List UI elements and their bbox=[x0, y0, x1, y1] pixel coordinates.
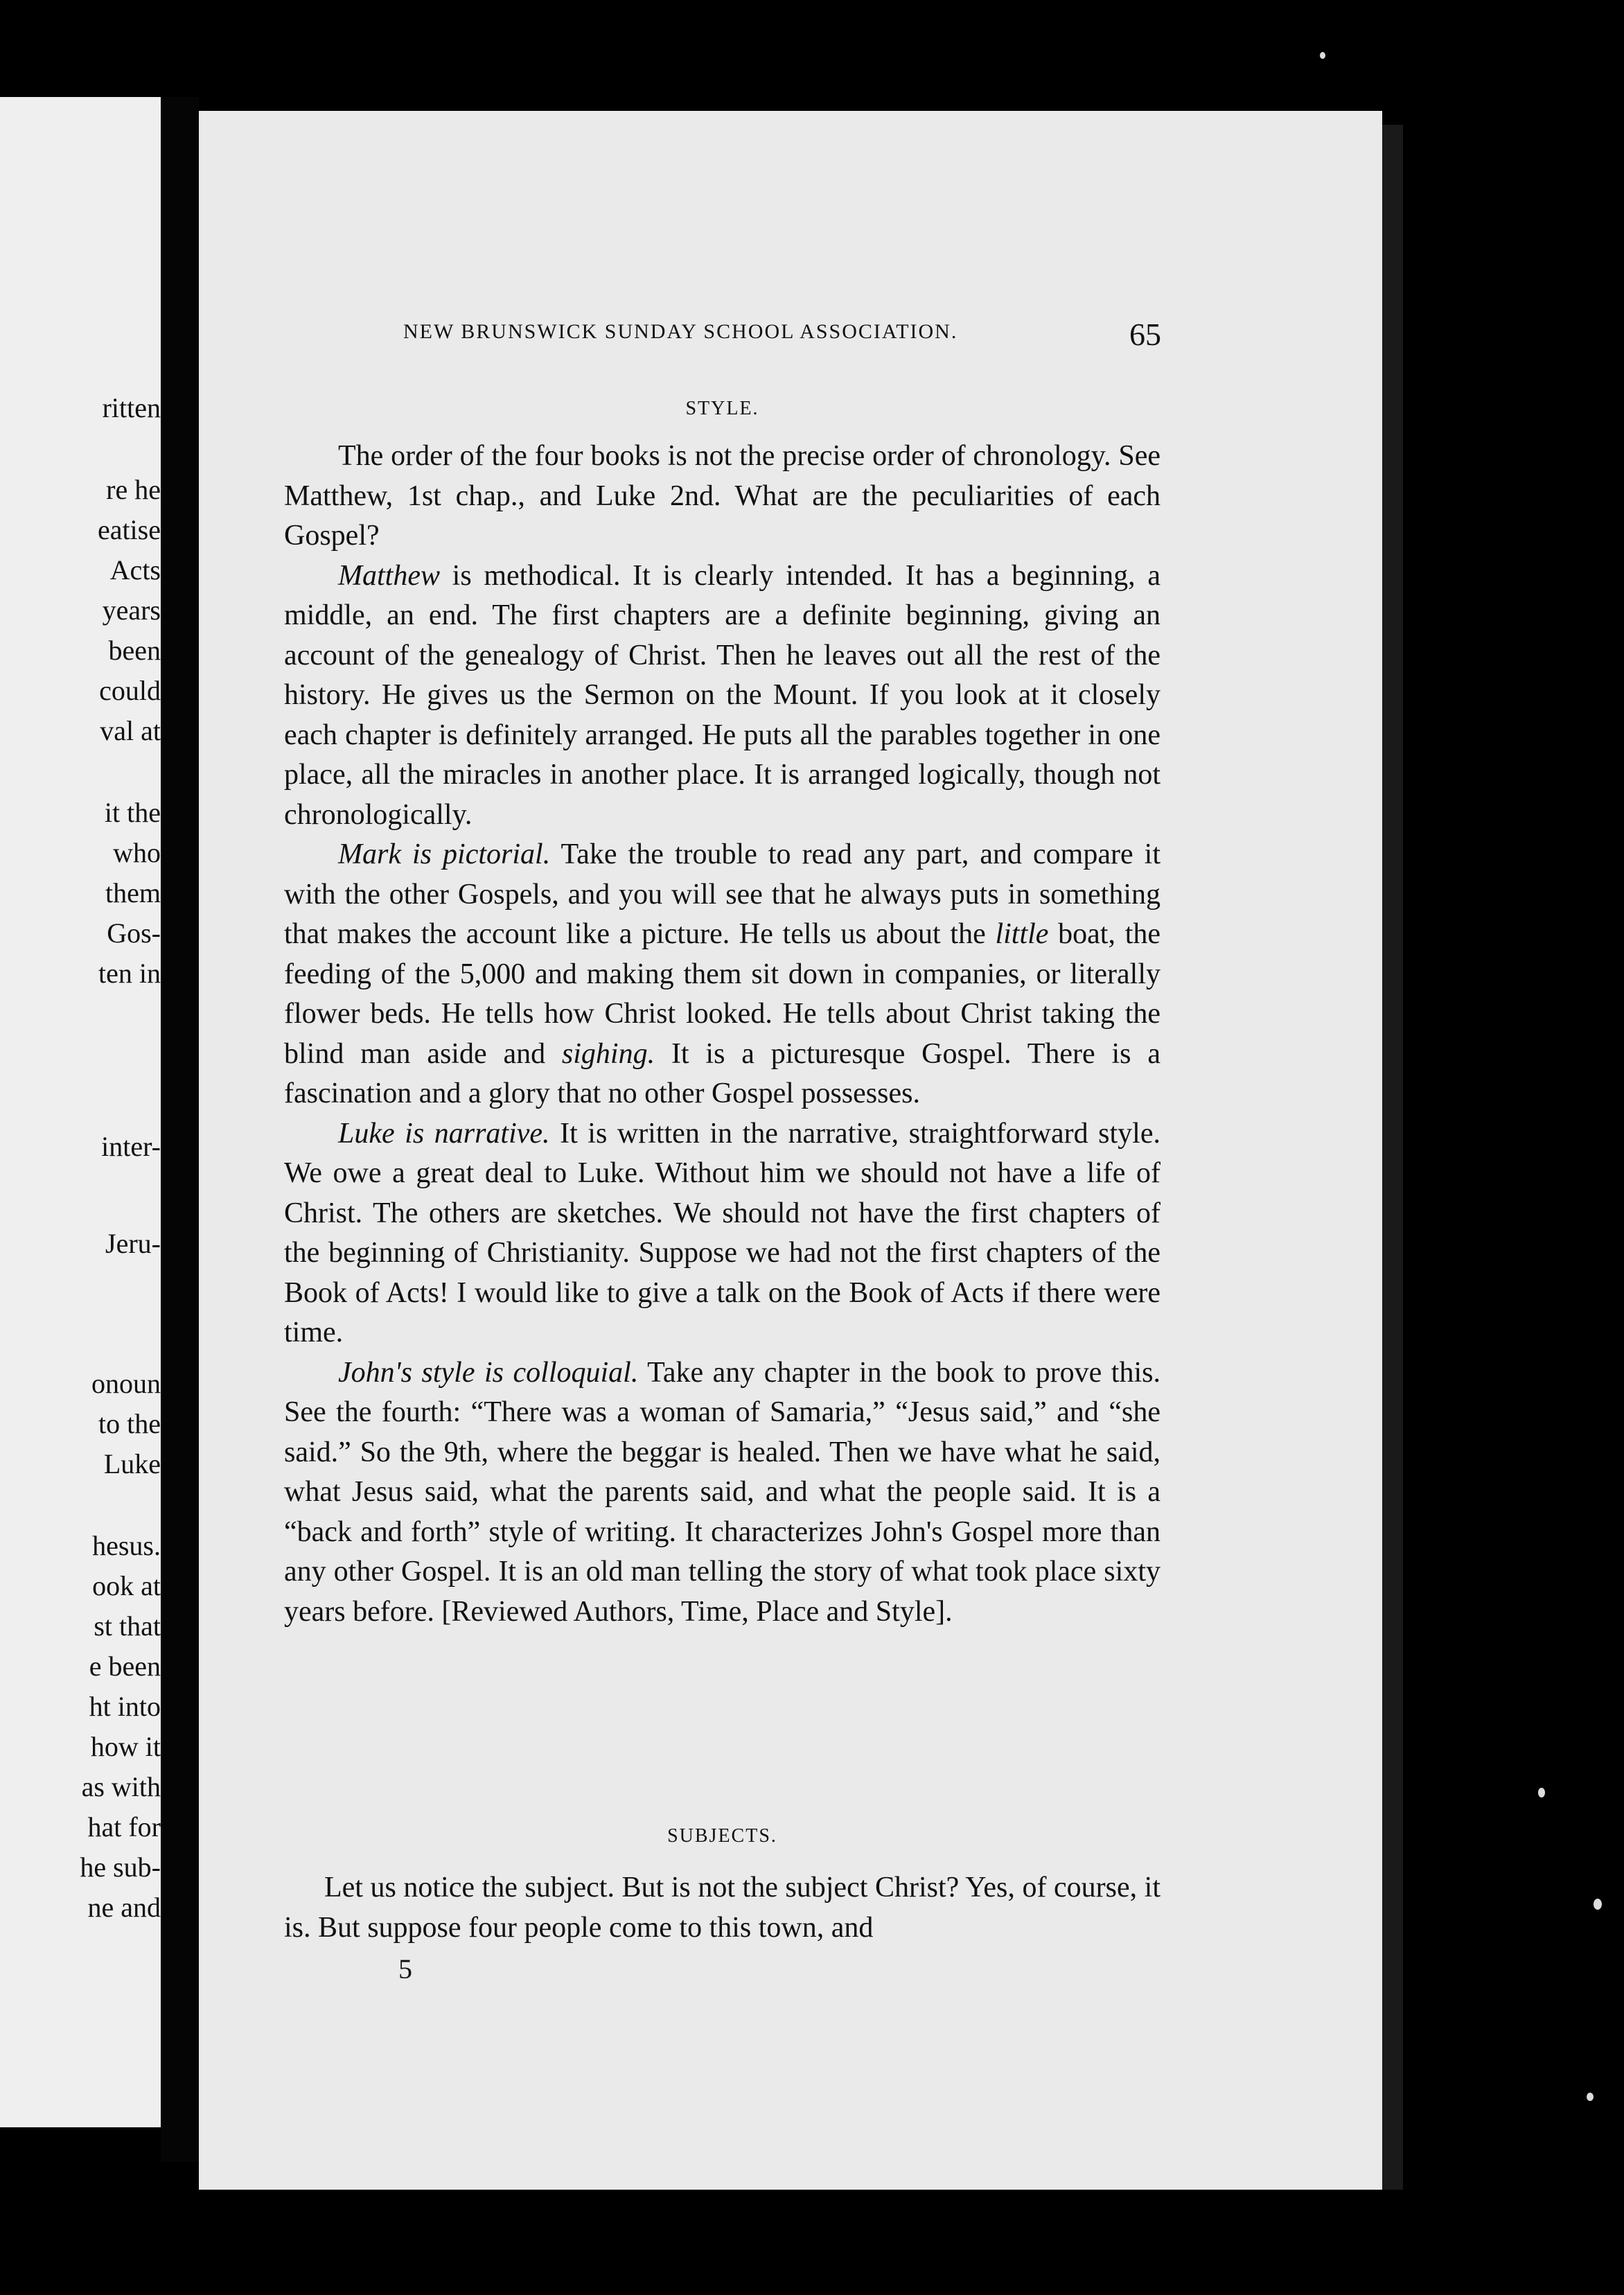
paragraph-chronology: The order of the four books is not the precise order of chronology. See Matthew, 1st chap., and Luke 2nd. What are the peculiarities of each Gospel? bbox=[284, 440, 1160, 552]
paragraph-luke bbox=[284, 1114, 1160, 1353]
page-number: 65 bbox=[1129, 317, 1161, 352]
john-lead: John's style is colloquial. bbox=[338, 1356, 639, 1389]
mark-text-c: It is a picturesque Gospel. There is a fascination and a glory that no other Gospel possesses. bbox=[284, 1037, 1160, 1109]
left-page-line: been bbox=[108, 635, 161, 666]
scan-speck bbox=[1594, 1899, 1602, 1910]
left-page-line: how it bbox=[90, 1731, 161, 1762]
section-heading-subjects: SUBJECTS. bbox=[667, 1825, 777, 1847]
left-page-line: could bbox=[99, 675, 161, 706]
scan-speck bbox=[1320, 52, 1325, 59]
left-page-line: inter- bbox=[101, 1131, 161, 1162]
left-page-line: it the bbox=[104, 797, 161, 828]
scan-speck bbox=[1587, 2093, 1594, 2101]
left-page-line: as with bbox=[81, 1771, 161, 1802]
left-page-line: eatise bbox=[97, 514, 161, 545]
mark-lead: Mark is pictorial. bbox=[338, 838, 551, 870]
left-page-line: to the bbox=[98, 1408, 161, 1439]
left-page-line: re he bbox=[106, 474, 161, 505]
left-page-line: ht into bbox=[89, 1691, 161, 1722]
luke-text: It is written in the narrative, straightforward style. We owe a great deal to Luke. Without him we should not have a life of Christ. The others are sketches. We should not have the first chapters of the beginning of Christianity. Suppose we had not the first chapters of the Book of Acts! I would like to give a talk on the Book of Acts if there were time. bbox=[284, 1117, 1160, 1348]
style-section-body bbox=[284, 437, 1160, 1632]
mark-little: little bbox=[995, 918, 1049, 950]
left-page-line: Acts bbox=[109, 554, 161, 586]
left-page-line: Luke bbox=[103, 1448, 161, 1479]
left-page-line: who bbox=[113, 837, 161, 868]
matthew-lead: Matthew bbox=[338, 559, 440, 592]
left-page-line: he sub- bbox=[80, 1852, 161, 1883]
signature-mark: 5 bbox=[398, 1953, 412, 1985]
left-page-line: st that bbox=[94, 1610, 161, 1642]
left-page-line: them bbox=[105, 877, 161, 908]
left-page-line: Jeru- bbox=[105, 1228, 161, 1259]
paragraph-mark bbox=[284, 835, 1160, 1114]
book-gutter bbox=[161, 97, 199, 2162]
left-page-line: ne and bbox=[87, 1892, 161, 1923]
running-header: NEW BRUNSWICK SUNDAY SCHOOL ASSOCIATION. bbox=[403, 320, 958, 343]
paragraph-subjects: Let us notice the subject. But is not the subject Christ? Yes, of course, it is. But suppose four people come to this town, and bbox=[284, 1872, 1160, 1944]
luke-lead: Luke is narrative. bbox=[338, 1117, 550, 1150]
john-text: Take any chapter in the book to prove this. See the fourth: “There was a woman of Samaria,” “Jesus said,” and “she said.” So the 9th, where the beggar is healed. Then we have what he said, what Jesus said, what the parents said, and what the people said. It is a “back and forth” style of writing. It characterizes John's Gospel more than any other Gospel. It is an old man telling the story of what took place sixty years before. [Reviewed Authors, Time, Place and Style]. bbox=[284, 1356, 1160, 1628]
section-heading-style: STYLE. bbox=[685, 398, 759, 419]
mark-text-b: boat, the feeding of the 5,000 and making them sit down in companies, or literally flower beds. He tells how Christ looked. He tells about Christ taking the blind man aside and bbox=[284, 918, 1161, 1070]
left-page-line: ritten bbox=[102, 392, 161, 423]
page-edge-shadow bbox=[1382, 125, 1403, 2190]
left-page-line: onoun bbox=[91, 1368, 161, 1399]
left-page-line: ten in bbox=[98, 958, 161, 989]
left-page-fragment bbox=[0, 97, 161, 2127]
left-page-line: years bbox=[102, 595, 161, 626]
mark-sighing: sighing. bbox=[561, 1037, 655, 1070]
scan-speck bbox=[1538, 1788, 1545, 1797]
matthew-text: is methodical. It is clearly intended. It has a beginning, a middle, an end. The first chapters are a definite beginning, giving an account of the genealogy of Christ. Then he leaves out all the rest of the history. He gives us the Sermon on the Mount. If you look at it closely each chapter is definitely arranged. He puts all the parables together in one place, all the miracles in another place. It is arranged logically, though not chronologically. bbox=[284, 559, 1160, 831]
paragraph-john bbox=[284, 1353, 1160, 1633]
left-page-line: hesus. bbox=[92, 1530, 161, 1561]
left-page-line: e been bbox=[89, 1651, 161, 1682]
left-page-line: val at bbox=[100, 715, 161, 746]
subjects-section-body bbox=[284, 1868, 1160, 1948]
left-page-line: hat for bbox=[87, 1811, 161, 1843]
left-page-line: ook at bbox=[92, 1570, 161, 1601]
paragraph-matthew bbox=[284, 556, 1160, 836]
mark-text-a: Take the trouble to read any part, and compare it with the other Gospels, and you will see that he always puts in something that makes the account like a picture. He tells us about the bbox=[284, 838, 1160, 950]
left-page-line: Gos- bbox=[107, 917, 161, 949]
